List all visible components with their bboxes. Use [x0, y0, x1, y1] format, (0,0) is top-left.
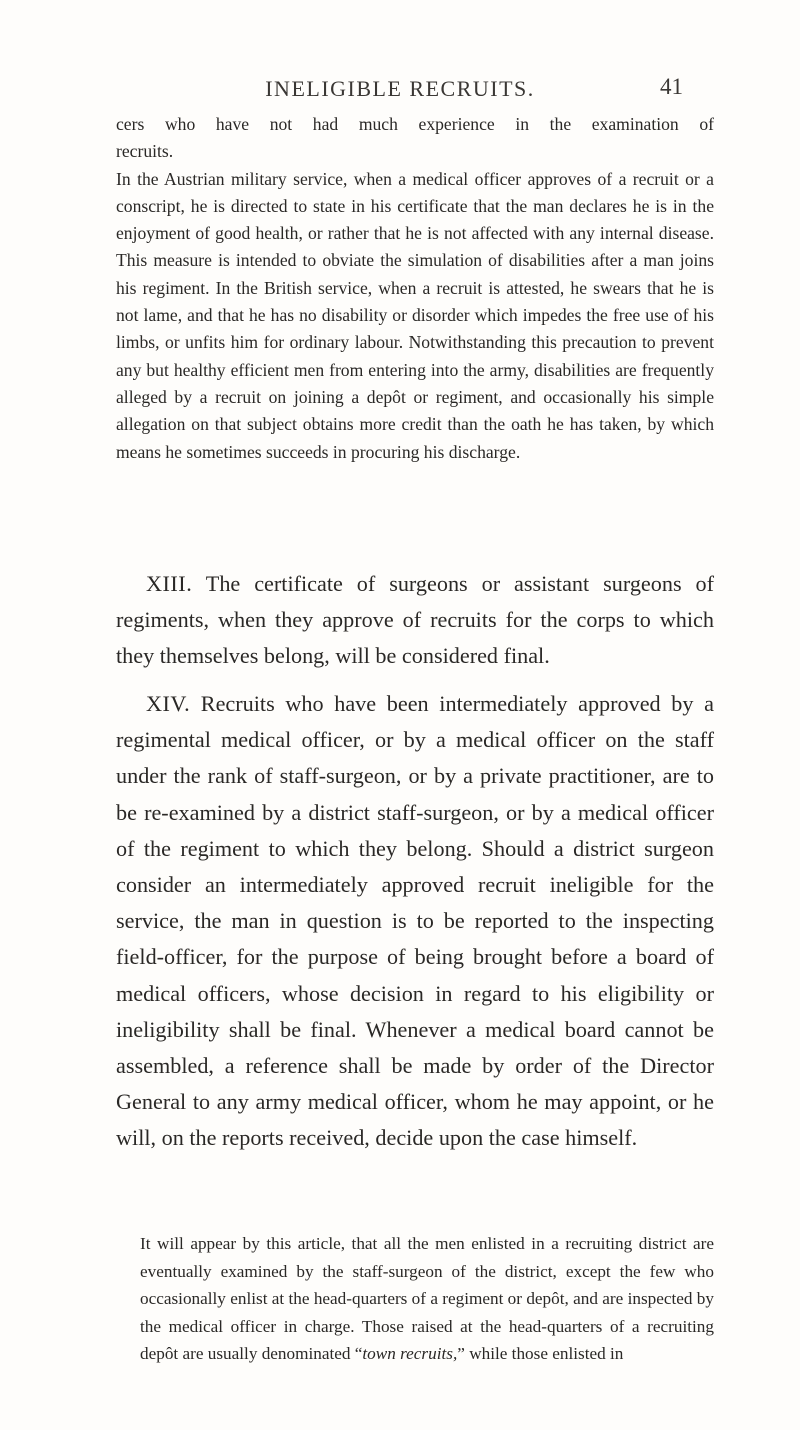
article-xiii-text: [116, 566, 714, 675]
page-number: 41: [660, 74, 683, 99]
intro-body: In the Austrian military service, when a medical officer approves of a recruit or a conscript, he is directed to state in his certificate that the man declares he is in the enjoyment of good health, or rather that he is not affected with any internal disease. This measure is intended to obviate the simulation of disabilities after a man joins his regiment. In the British service, when a recruit is attested, he swears that he is not lame, and that he has no disability or disorder which impedes the free use of his limbs, or unfits him for ordinary labour. Notwithstanding this precaution to prevent any but healthy efficient men from entering into the army, disabilities are frequently alleged by a recruit on joining a depôt or regiment, and occasionally his simple allegation on that subject obtains more credit than the oath he has taken, by which means he sometimes succeeds in procuring his discharge.: [116, 168, 714, 462]
commentary-text: [140, 1230, 714, 1368]
commentary-after: ” while those enlisted in: [457, 1344, 624, 1364]
article-xiii-body: The certificate of surgeons or assistant surgeons of regiments, when they approve of recruits for the corps to which they themselves belong, will be considered final.: [116, 571, 714, 669]
intro-paragraph: [116, 111, 714, 466]
article-xiii: [116, 566, 714, 675]
intro-line-2: recruits.: [116, 141, 174, 162]
article-xiv-text: [116, 686, 714, 1157]
intro-line-1: cers who have not had much experience in the examination of: [116, 114, 714, 134]
running-title: INELIGIBLE RECRUITS.: [265, 76, 535, 101]
article-xiii-number: XIII.: [146, 571, 193, 596]
article-xiv: [116, 686, 714, 1157]
running-head: [0, 74, 800, 108]
commentary-italic: town recruits,: [362, 1344, 458, 1364]
commentary-before: It will appear by this article, that all the men enlisted in a recruiting district are eventually examined by the staff-surgeon of the district, except the few who occasionally enlist at the head-quarters of a regiment or depôt, and are inspected by the medical officer in charge. Those raised at the head-quarters of a recruiting depôt are usually denominated “: [140, 1234, 714, 1364]
article-xiv-number: XIV.: [146, 691, 191, 716]
commentary-note: [140, 1230, 714, 1368]
article-xiv-body: Recruits who have been intermediately approved by a regimental medical officer, or by a medical officer on the staff under the rank of staff-surgeon, or by a private practitioner, are to be re-examined by a district staff-surgeon, or by a medical officer of the regiment to which they belong. Should a district surgeon consider an intermediately approved recruit ineligible for the service, the man in question is to be reported to the inspecting field-officer, for the purpose of being brought before a board of medical officers, whose decision in regard to his eligibility or ineligibility shall be final. Whenever a medical board cannot be assembled, a reference shall be made by order of the Director General to any army medical officer, whom he may appoint, or he will, on the reports received, decide upon the case himself.: [116, 691, 714, 1151]
